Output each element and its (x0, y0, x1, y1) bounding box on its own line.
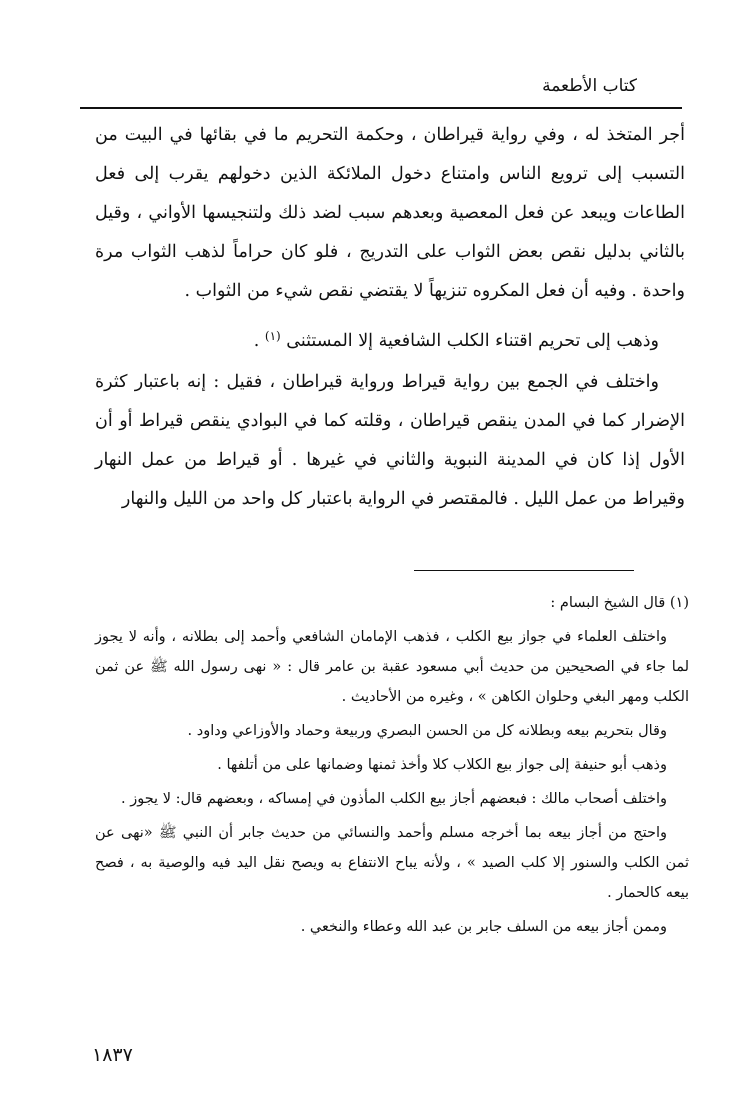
header-rule (80, 107, 682, 109)
footnote-paragraph: واختلف أصحاب مالك : فبعضهم أجاز بيع الكلب المأذون في إمساكه ، وبعضهم قال: لا يجوز . (120, 791, 667, 807)
footnotes (95, 588, 689, 946)
paragraph-1: أجر المتخذ له ، وفي رواية قيراطان ، وحكمة التحريم ما في بقائها في البيت من التسبب إلى ترويع الناس وامتناع دخول الملائكة الذين دخولهم يقرب إلى فعل الطاعات ويبعد عن فعل المعصية وبعدهم سبب لضد ذلك ولتنجيسها الأواني ، وقيل بالثاني بدليل نقص بعض الثواب على التدريج ، فلو كان حراماً لذهب الثواب مرة واحدة . وفيه أن فعل المكروه تنزيهاً لا يقتضي نقص شيء من الثواب . (95, 125, 685, 301)
footnote-paragraph: وذهب أبو حنيفة إلى جواز بيع الكلاب كلا وأخذ ثمنها وضمانها على من أتلفها . (217, 757, 667, 773)
footnote-1-heading: (١) قال الشيخ البسام : (550, 595, 689, 611)
paragraph-2 (95, 317, 685, 361)
paragraph-2-text: وذهب إلى تحريم اقتناء الكلب الشافعية إلا المستثنى (286, 331, 659, 351)
footnote-paragraph: واختلف العلماء في جواز بيع الكلب ، فذهب الإمامان الشافعي وأحمد إلى بطلانه ، وأنه لا يجوز لما جاء في الصحيحين من حديث أبي مسعود عقبة بن عامر قال : « نهى رسول الله ﷺ عن ثمن الكلب ومهر البغي وحلوان الكاهن » ، وغيره من الأحاديث . (95, 629, 689, 705)
footnote-reference: (١) (264, 329, 281, 343)
paragraph-2-end: . (253, 331, 265, 351)
footnote-paragraph: واحتج من أجاز بيعه بما أخرجه مسلم وأحمد والنسائي من حديث جابر أن النبي ﷺ «نهى عن ثمن الكلب والسنور إلا كلب الصيد » ، ولأنه يباح الانتفاع به ويصح نقل اليد فيه والوصية به ، فصح بيعه كالحمار . (95, 825, 689, 901)
main-text (95, 116, 685, 519)
paragraph-3: واختلف في الجمع بين رواية قيراط ورواية قيراطان ، فقيل : إنه باعتبار كثرة الإضرار كما في المدن ينقص قيراطان ، وقلته كما في البوادي ينقص قيراط أو أن الأول إذا كان في المدينة النبوية والثاني في غيرها . أو قيراط من عمل النهار وقيراط من عمل الليل . فالمقتصر في الرواية باعتبار كل واحد من الليل والنهار (95, 372, 685, 509)
footnote-paragraph: وقال بتحريم بيعه وبطلانه كل من الحسن البصري وربيعة وحماد والأوزاعي وداود . (187, 723, 667, 739)
running-header: كتاب الأطعمة (542, 76, 637, 96)
page-number: ١٨٣٧ (92, 1044, 133, 1066)
footnote-paragraph: وممن أجاز بيعه من السلف جابر بن عبد الله وعطاء والنخعي . (300, 919, 667, 935)
footnote-separator (414, 570, 634, 571)
